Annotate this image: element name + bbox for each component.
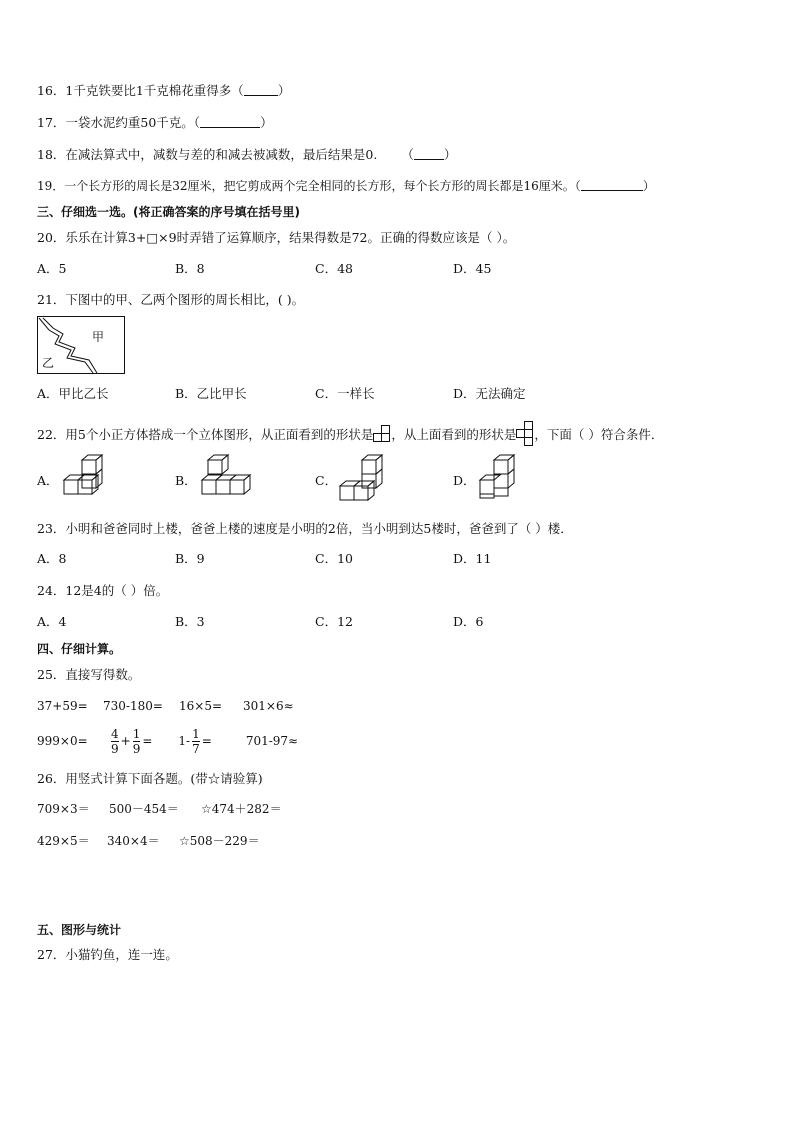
answer-blank-19[interactable] (581, 178, 643, 191)
q21-label-yi: 乙 (42, 356, 55, 370)
q24-option-c[interactable]: C．12 (315, 614, 353, 629)
section-5-title: 五、图形与统计 (37, 923, 122, 937)
q26-item: ☆508－229＝ (179, 834, 260, 848)
q22-option-d-cubes[interactable] (474, 458, 518, 502)
q26-item: 500－454＝ (109, 802, 179, 816)
question-27: 27．小猫钓鱼，连一连。 (37, 947, 178, 962)
q26-item: 709×3＝ (37, 802, 90, 816)
q25-item: 1- (178, 734, 191, 748)
question-16-text: 16．1千克铁要比1千克棉花重得多（ (37, 83, 244, 98)
question-19-close: ） (642, 179, 655, 193)
q25-row-2 (37, 722, 298, 760)
q26-item: ☆474＋282＝ (201, 802, 282, 816)
q23-option-a[interactable]: A．8 (37, 551, 67, 566)
fraction: $\frac{4}{9}$ (111, 727, 119, 756)
q22-option-a-cubes[interactable] (60, 458, 108, 502)
question-22 (37, 421, 663, 447)
plus-sign: + (120, 734, 131, 748)
q23-option-b[interactable]: B．9 (175, 551, 205, 566)
q25-item: 730-180= (103, 699, 163, 713)
question-19 (37, 177, 655, 195)
question-25: 25．直接写得数。 (37, 667, 141, 682)
question-17-text: 17．一袋水泥约重50千克。（ (37, 115, 201, 130)
answer-blank-18[interactable] (414, 147, 444, 160)
q26-row-2 (37, 832, 260, 850)
q24-option-b[interactable]: B．3 (175, 614, 205, 629)
q22-option-c[interactable]: C． (315, 473, 338, 488)
answer-blank-16[interactable] (244, 83, 278, 96)
question-19-text: 19．一个长方形的周长是32厘米，把它剪成两个完全相同的长方形，每个长方形的周长都是16厘米。（ (37, 179, 581, 193)
question-18-close: ） (443, 147, 457, 162)
question-22-text-b: ，从上面看到的形状是 (391, 427, 517, 442)
q24-option-d[interactable]: D．6 (453, 614, 484, 629)
question-18-open: （ (401, 147, 414, 162)
q25-item: 301×6≈ (243, 699, 294, 713)
q21-option-c[interactable]: C．一样长 (315, 386, 375, 401)
q26-item: 429×5＝ (37, 834, 90, 848)
question-20: 20．乐乐在计算3+□×9时弄错了运算顺序，结果得数是72。正确的得数应该是（ ）。 (37, 230, 516, 245)
q22-option-d[interactable]: D． (453, 473, 476, 488)
q22-option-b[interactable]: B． (175, 473, 197, 488)
q21-option-b[interactable]: B．乙比甲长 (175, 386, 247, 401)
q22-option-b-cubes[interactable] (198, 458, 248, 502)
q23-option-d[interactable]: D．11 (453, 551, 492, 566)
q25-item: 37+59= (37, 699, 88, 713)
top-view-icon (516, 421, 534, 447)
q25-item: 999×0= (37, 734, 88, 748)
q25-row-1 (37, 697, 294, 715)
question-23: 23．小明和爸爸同时上楼，爸爸上楼的速度是小明的2倍，当小明到达5楼时，爸爸到了（ ）楼． (37, 521, 573, 536)
section-3-title: 三、仔细选一选。(将正确答案的序号填在括号里) (37, 205, 300, 219)
q21-option-a[interactable]: A．甲比乙长 (37, 386, 109, 401)
q21-option-d[interactable]: D．无法确定 (453, 386, 526, 401)
q23-option-c[interactable]: C．10 (315, 551, 353, 566)
q22-option-c-cubes[interactable] (336, 456, 386, 502)
q20-option-a[interactable]: A．5 (37, 261, 67, 276)
fraction: $\frac{1}{9}$ (132, 727, 141, 756)
q26-row-1 (37, 800, 282, 818)
question-16 (37, 82, 290, 100)
q20-option-b[interactable]: B．8 (175, 261, 205, 276)
q21-label-jia: 甲 (92, 330, 105, 344)
q25-item: 701-97≈ (245, 734, 299, 748)
q25-item: 16×5= (179, 699, 223, 713)
equals-sign: = (142, 734, 153, 748)
question-22-text-c: ，下面（ ）符合条件． (534, 427, 664, 442)
question-22-text-a: 22．用5个小正方体搭成一个立体图形，从正面看到的形状是 (37, 427, 374, 442)
question-16-close: ） (277, 83, 291, 98)
fraction: $\frac{1}{7}$ (192, 727, 200, 756)
question-18 (37, 146, 456, 164)
q20-option-d[interactable]: D．45 (453, 261, 492, 276)
question-17-close: ） (260, 115, 273, 130)
question-21: 21．下图中的甲、乙两个图形的周长相比，( )。 (37, 292, 305, 307)
front-view-icon (373, 425, 391, 443)
q20-option-c[interactable]: C．48 (315, 261, 353, 276)
section-4-title: 四、仔细计算。 (37, 642, 122, 656)
question-18-text: 18．在减法算式中，减数与差的和减去被减数，最后结果是0. (37, 147, 378, 162)
answer-blank-17[interactable] (200, 115, 260, 128)
q22-option-a[interactable]: A． (37, 473, 59, 488)
q26-item: 340×4＝ (107, 834, 160, 848)
question-17 (37, 114, 273, 132)
question-26: 26．用竖式计算下面各题。(带☆请验算) (37, 771, 263, 786)
equals-sign: = (201, 734, 212, 748)
question-24: 24．12是4的（ ）倍。 (37, 583, 169, 598)
q24-option-a[interactable]: A．4 (37, 614, 67, 629)
